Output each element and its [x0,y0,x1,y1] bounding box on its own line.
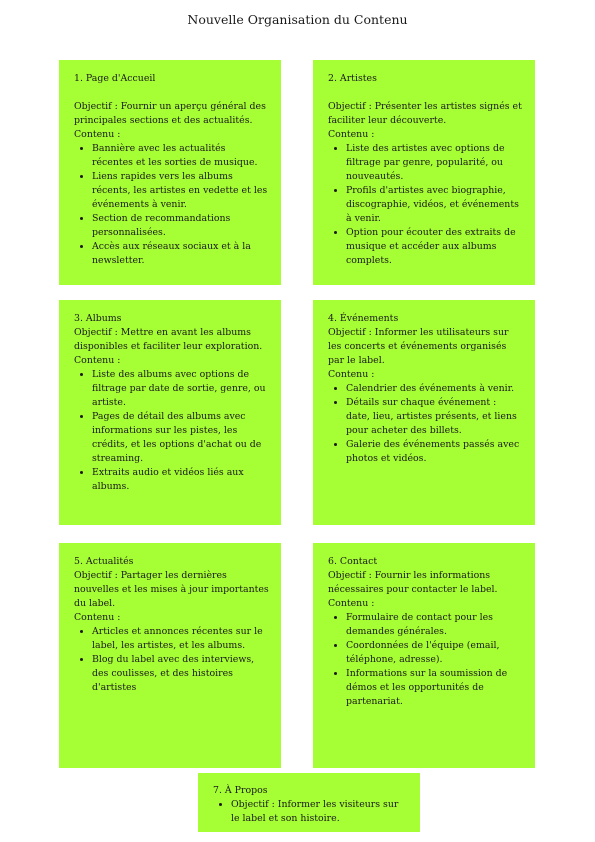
list-item: • Liens rapides vers les albums récents, les artistes en vedette et les événements à venir. [92,170,269,212]
list-item: • Accès aux réseaux sociaux et à la newsletter. [92,240,269,268]
section-card-actualites [59,543,281,768]
list-item: • Liste des artistes avec options de filtrage par genre, popularité, ou nouveautés. [346,142,523,184]
card-objective: Objectif : Informer les utilisateurs sur les concerts et événements organisés par le label. [328,327,509,366]
list-item: • Informations sur la soumission de démos et les opportunités de partenariat. [346,667,523,709]
card-objective: Objectif : Partager les dernières nouvelles et les mises à jour importantes du label. [74,570,269,609]
list-item: • Pages de détail des albums avec informations sur les pistes, les crédits, et les options d'achat ou de streaming. [92,410,269,466]
card-heading: 4. Événements [328,313,399,324]
card-heading: 3. Albums [74,313,122,324]
card-content-list [74,625,269,695]
list-item: • Liste des albums avec options de filtrage par date de sortie, genre, ou artiste. [92,368,269,410]
card-heading: 7. À Propos [213,785,268,796]
card-content-list [74,368,269,494]
section-card-albums [59,300,281,525]
list-item: • Formulaire de contact pour les demandes générales. [346,611,523,639]
section-card-evenements [313,300,535,525]
list-item: • Galerie des événements passés avec photos et vidéos. [346,438,523,466]
card-content-list [74,142,269,268]
card-heading: 5. Actualités [74,556,134,567]
list-item: • Bannière avec les actualités récentes et les sorties de musique. [92,142,269,170]
section-card-contact [313,543,535,768]
card-content-list [328,142,523,268]
section-card-page-accueil [59,60,281,285]
card-content-label: Contenu : [74,612,121,623]
card-content-list [328,382,523,466]
section-card-artistes [313,60,535,285]
list-item: • Option pour écouter des extraits de musique et accéder aux albums complets. [346,226,523,268]
card-heading: 1. Page d'Accueil [74,73,156,84]
list-item: • Objectif : Informer les visiteurs sur le label et son histoire. [231,798,408,826]
list-item: • Calendrier des événements à venir. [346,382,523,396]
card-content-label: Contenu : [328,129,375,140]
card-content-label: Contenu : [328,598,375,609]
card-heading: 2. Artistes [328,73,377,84]
list-item: • Articles et annonces récentes sur le label, les artistes, et les albums. [92,625,269,653]
card-objective: Objectif : Mettre en avant les albums disponibles et faciliter leur exploration. [74,327,263,352]
card-content-list [213,798,408,826]
section-card-a-propos [198,773,420,832]
list-item: • Blog du label avec des interviews, des coulisses, et des histoires d'artistes [92,653,269,695]
list-item: • Coordonnées de l'équipe (email, téléphone, adresse). [346,639,523,667]
spacer [74,86,269,100]
card-content-label: Contenu : [74,355,121,366]
card-heading: 6. Contact [328,556,378,567]
list-item: • Section de recommandations personnalisées. [92,212,269,240]
card-content-list [328,611,523,709]
page-title: Nouvelle Organisation du Contenu [187,12,408,27]
list-item: • Profils d'artistes avec biographie, discographie, vidéos, et événements à venir. [346,184,523,226]
card-content-label: Contenu : [328,369,375,380]
card-objective: Objectif : Fournir les informations nécessaires pour contacter le label. [328,570,498,595]
spacer [328,86,523,100]
card-objective: Objectif : Fournir un aperçu général des principales sections et des actualités. [74,101,266,126]
list-item: • Extraits audio et vidéos liés aux albums. [92,466,269,494]
list-item: • Détails sur chaque événement : date, lieu, artistes présents, et liens pour acheter des billets. [346,396,523,438]
card-objective: Objectif : Présenter les artistes signés et faciliter leur découverte. [328,101,522,126]
card-content-label: Contenu : [74,129,121,140]
